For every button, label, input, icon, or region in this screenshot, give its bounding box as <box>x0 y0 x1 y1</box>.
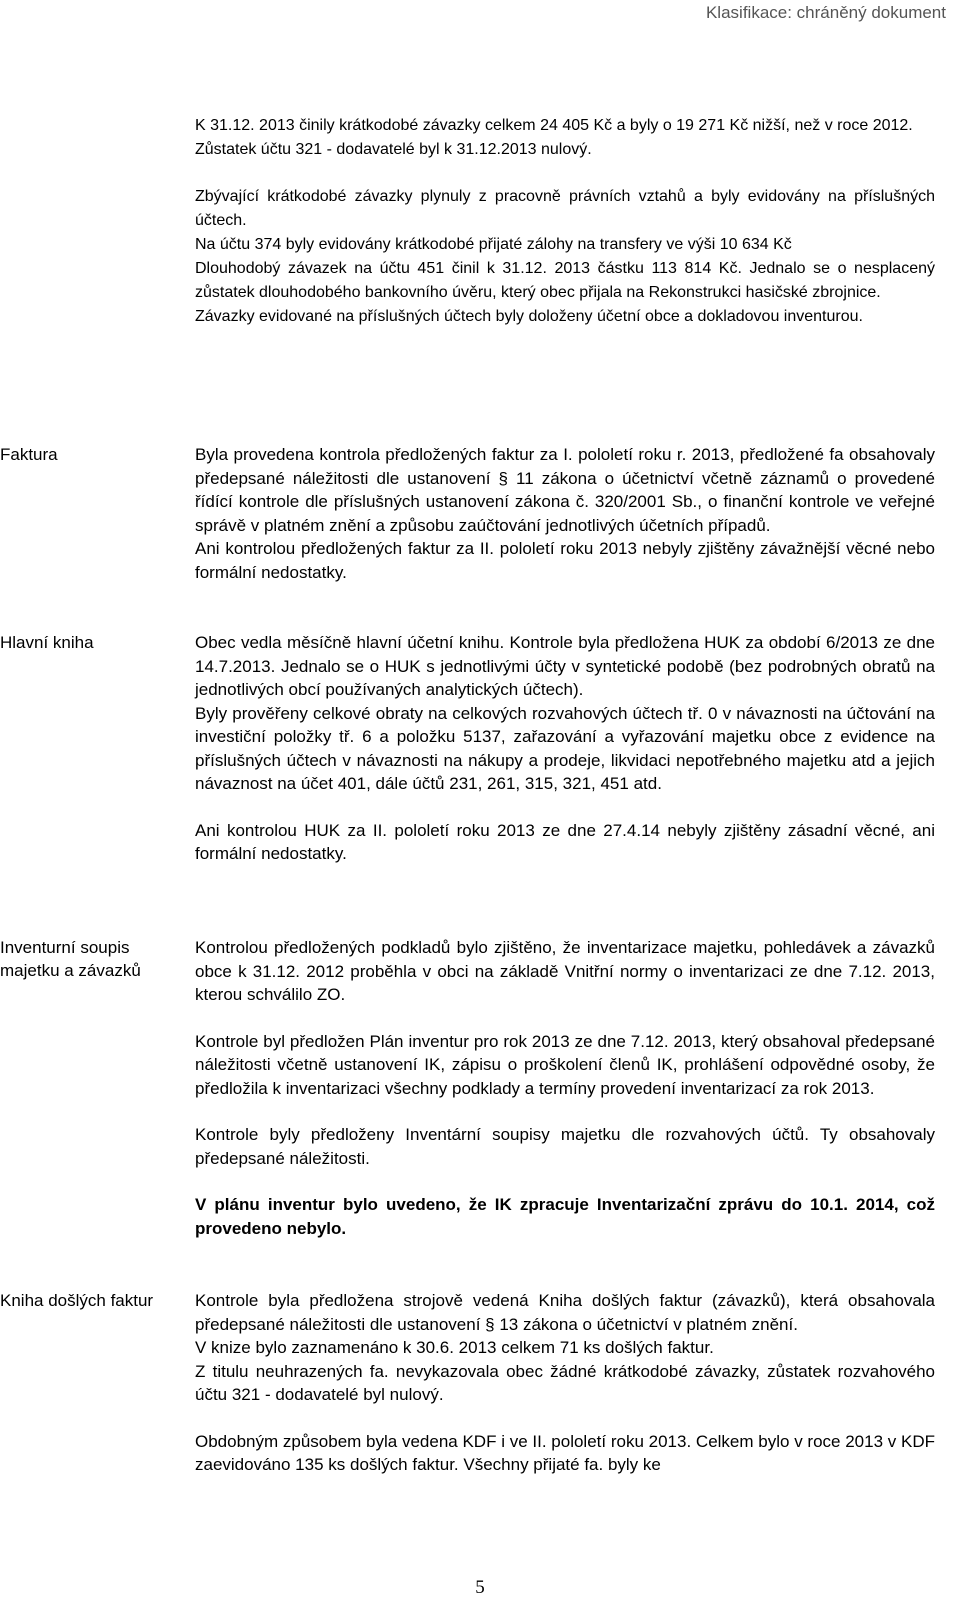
section-paragraph-bold: V plánu inventur bylo uvedeno, že IK zpracuje Inventarizační zprávu do 10.1. 2014, což provedeno nebylo. <box>195 1195 935 1238</box>
spacer <box>195 1407 935 1430</box>
section-label: Hlavní kniha <box>0 633 94 652</box>
section-paragraph: Kontrole byly předloženy Inventární soupisy majetku dle rozvahových účtů. Ty obsahovaly předepsané náležitosti. <box>195 1125 935 1168</box>
section-paragraph: Ani kontrolou HUK za II. pololetí roku 2013 ze dne 27.4.14 nebyly zjištěny zásadní věcné, ani formální nedostatky. <box>195 820 935 863</box>
section-paragraph: Byla provedena kontrola předložených faktur za I. pololetí roku r. 2013, předložené fa obsahovaly předepsané náležitosti dle ustanovení § 11 zákona o účetnictví včetně záznamů o provedené řídící kontrole dle příslušných ustanovení zákona č. 320/2001 Sb., o finanční kontrole ve veřejné správě v platném znění a způsobu zaúčtování jednotlivých účetních případů. <box>195 445 935 535</box>
section-paragraph: V knize bylo zaznamenáno k 30.6. 2013 celkem 71 ks došlých faktur. <box>195 1338 714 1357</box>
section-paragraph: Kontrole byl předložen Plán inventur pro rok 2013 ze dne 7.12. 2013, který obsahoval předepsané náležitosti včetně ustanovení IK, zápisu o proškolení členů IK, prohlášení odpovědné osoby, že předložila k inventarizaci všechny podklady a termíny provedení inventarizací za rok 2013. <box>195 1031 935 1098</box>
intro-paragraph: K 31.12. 2013 činily krátkodobé závazky celkem 24 405 Kč a byly o 19 271 Kč nižší, než v roce 2012. <box>195 117 913 134</box>
section-text <box>195 443 935 584</box>
intro-paragraph: Dlouhodobý závazek na účtu 451 činil k 31.12. 2013 částku 113 814 Kč. Jednalo se o nesplacený zůstatek dlouhodobého bankovního úvěru, který obec přijala na Rekonstrukci hasičské zbrojnice. <box>195 260 935 301</box>
intro-paragraph: Zbývající krátkodobé závazky plynuly z pracovně právních vztahů a byly evidovány na příslušných účtech. <box>195 188 935 229</box>
intro-paragraph: Závazky evidované na příslušných účtech byly doloženy účetní obce a dokladovou inventurou. <box>195 308 863 325</box>
spacer <box>195 1170 935 1193</box>
section-text <box>195 1289 935 1477</box>
section-paragraph: Obec vedla měsíčně hlavní účetní knihu. Kontrole byla předložena HUK za období 6/2013 ze dne 14.7.2013. Jednalo se o HUK s jednotlivými účty v syntetické podobě (bez podrobných obratů na jednotlivých obcí používaných analytických účtech). <box>195 633 935 699</box>
section-label: Inventurní soupis majetku a závazků <box>0 938 141 980</box>
spacer <box>195 1100 935 1123</box>
section-paragraph: Byly prověřeny celkové obraty na celkových rozvahových účtech tř. 0 v návaznosti na účtování na investiční položky tř. 6 a položku 5137, zařazování a vyřazování majetku obce z evidence na příslušných účtech v návaznosti na nákupy a prodeje, likvidaci nepotřebného majetku atd a jejich návaznost na účet 401, dále účtů 231, 261, 315, 321, 451 atd. <box>195 703 935 793</box>
spacer <box>195 796 935 819</box>
spacer <box>195 1007 935 1030</box>
intro-paragraph: Na účtu 374 byly evidovány krátkodobé přijaté zálohy na transfery ve výši 10 634 Kč <box>195 236 792 253</box>
intro-paragraph: Zůstatek účtu 321 - dodavatelé byl k 31.12.2013 nulový. <box>195 141 592 158</box>
page-number: 5 <box>475 1577 485 1598</box>
intro-text <box>195 114 935 329</box>
section-paragraph: Ani kontrolou předložených faktur za II. pololetí roku 2013 nebyly zjištěny závažnější věcné nebo formální nedostatky. <box>195 539 935 582</box>
section-text <box>195 936 935 1240</box>
section-paragraph: Kontrolou předložených podkladů bylo zjištěno, že inventarizace majetku, pohledávek a závazků obce k 31.12. 2012 proběhla v obci na základě Vnitřní normy o inventarizaci ze dne 7.12. 2013, kterou schválilo ZO. <box>195 938 935 1004</box>
section-paragraph: Obdobným způsobem byla vedena KDF i ve II. pololetí roku 2013. Celkem bylo v roce 2013 v KDF zaevidováno 135 ks došlých faktur. Všechny přijaté fa. byly ke <box>195 1431 935 1474</box>
section-label: Kniha došlých faktur <box>0 1291 154 1310</box>
spacer <box>195 162 935 185</box>
section-paragraph: Z titulu neuhrazených fa. nevykazovala obec žádné krátkodobé závazky, zůstatek rozvahového účtu 321 - dodavatelé byl nulový. <box>195 1361 935 1404</box>
classification-header: Klasifikace: chráněný dokument <box>705 3 946 22</box>
section-paragraph: Kontrole byla předložena strojově vedená Kniha došlých faktur (závazků), která obsahovala předepsané náležitosti dle ustanovení § 13 zákona o účetnictví v platném znění. <box>195 1291 935 1334</box>
section-text <box>195 631 935 866</box>
section-label: Faktura <box>0 445 58 464</box>
